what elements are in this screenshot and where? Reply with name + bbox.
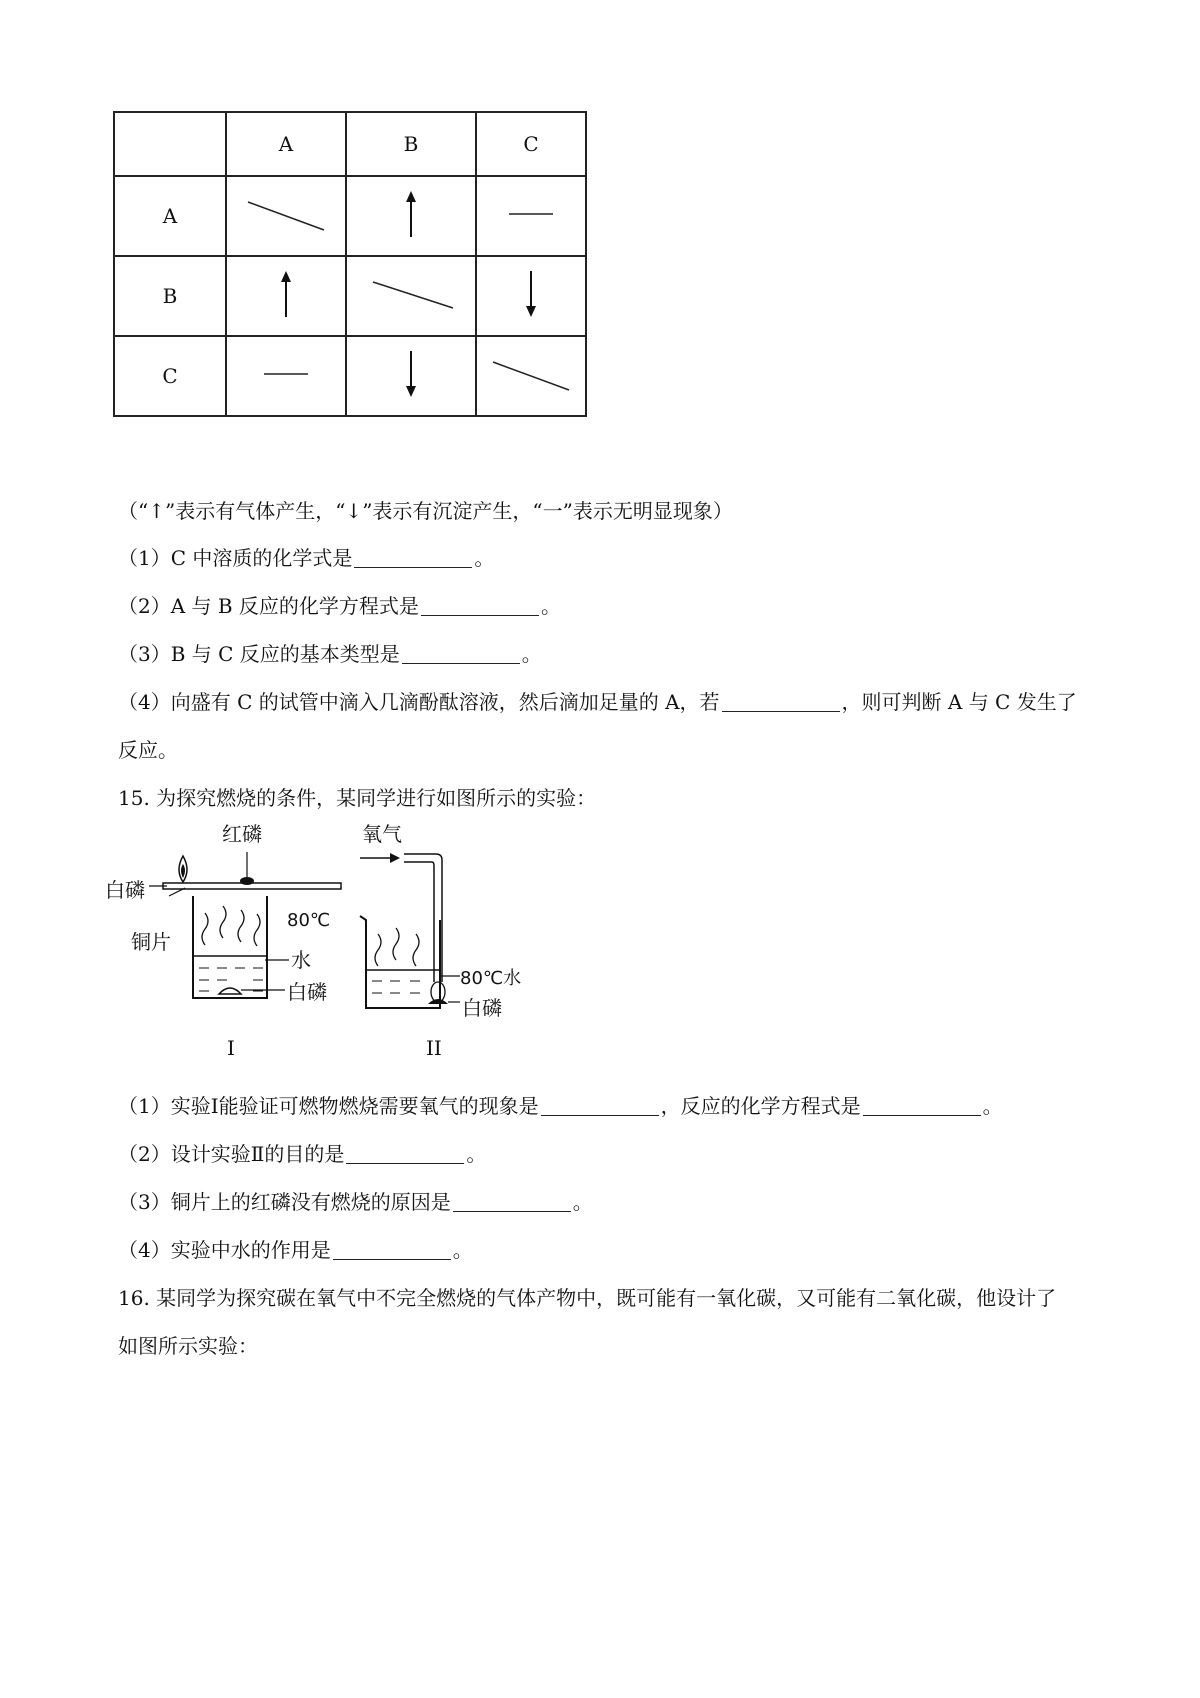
cell-b-a (226, 256, 346, 336)
cell-a-c (476, 176, 586, 256)
label-white-phosphorus: 白磷 (462, 996, 502, 1020)
q15-part4: （4）实验中水的作用是 。 (118, 1238, 473, 1262)
q15-part3: （3）铜片上的红磷没有燃烧的原因是 。 (118, 1190, 593, 1214)
answer-blank[interactable] (453, 1191, 571, 1212)
label-temperature: 80℃ (287, 910, 331, 931)
q15-part2: （2）设计实验Ⅱ的目的是 。 (118, 1142, 487, 1166)
answer-blank[interactable] (722, 691, 840, 712)
label-water-80c: 80℃水 (460, 968, 522, 989)
answer-blank[interactable] (346, 1143, 464, 1164)
precipitate-down-arrow-icon (396, 349, 426, 399)
answer-blank[interactable] (333, 1239, 451, 1260)
answer-blank[interactable] (863, 1095, 981, 1116)
cell-c-c (476, 336, 586, 416)
q15-title: 15. 为探究燃烧的条件，某同学进行如图所示的实验： (118, 786, 597, 810)
q14-part4: （4）向盛有 C 的试管中滴入几滴酚酞溶液，然后滴加足量的 A，若 ，则可判断 A 与 C 发生了 (118, 690, 1077, 714)
row-header-b: B (114, 256, 226, 336)
q15-part1: （1）实验Ⅰ能验证可燃物燃烧需要氧气的现象是 ，反应的化学方程式是 。 (118, 1094, 1003, 1118)
label-water: 水 (291, 948, 311, 972)
no-phenomenon-dash-icon (501, 204, 561, 224)
no-reaction-diagonal-icon (361, 274, 461, 314)
cell-a-b (346, 176, 476, 256)
row-header-a: A (114, 176, 226, 256)
col-header-c: C (476, 112, 586, 176)
beaker-with-oxygen-tube-diagram (358, 818, 558, 1018)
answer-blank[interactable] (402, 643, 520, 664)
table-corner-cell (114, 112, 226, 176)
label-white-phosphorus-water: 白磷 (287, 980, 327, 1004)
figure-2-caption: II (426, 1036, 442, 1060)
cell-b-b (346, 256, 476, 336)
no-reaction-diagonal-icon (481, 354, 581, 394)
q14-part3: （3）B 与 C 反应的基本类型是 。 (118, 642, 542, 666)
experiment-figure-2 (358, 818, 558, 1068)
label-oxygen: 氧气 (362, 822, 402, 846)
q16-text-line1: 16. 某同学为探究碳在氧气中不完全燃烧的气体产物中，既可能有一氧化碳，又可能有二氧化碳，他设计了 (118, 1286, 1057, 1310)
col-header-b: B (346, 112, 476, 176)
q14-part4-cont: 反应。 (118, 738, 178, 762)
experiment-figure-1 (105, 818, 365, 1068)
cell-c-b (346, 336, 476, 416)
label-white-phosphorus-top: 白磷 (105, 878, 145, 902)
answer-blank[interactable] (541, 1095, 659, 1116)
answer-blank[interactable] (354, 547, 472, 568)
label-red-phosphorus: 红磷 (222, 822, 262, 846)
q14-part1: （1）C 中溶质的化学式是 。 (118, 546, 495, 570)
cell-b-c (476, 256, 586, 336)
cell-c-a (226, 336, 346, 416)
q16-text-line2: 如图所示实验： (118, 1334, 258, 1358)
gas-up-arrow-icon (271, 269, 301, 319)
gas-up-arrow-icon (396, 189, 426, 239)
no-reaction-diagonal-icon (236, 194, 336, 234)
answer-blank[interactable] (421, 595, 539, 616)
label-copper-sheet: 铜片 (131, 930, 171, 954)
reaction-table (113, 111, 587, 417)
figure-1-caption: I (227, 1036, 235, 1060)
q14-part2: （2）A 与 B 反应的化学方程式是 。 (118, 594, 561, 618)
precipitate-down-arrow-icon (516, 269, 546, 319)
table-legend: （“↑”表示有气体产生，“↓”表示有沉淀产生，“一”表示无明显现象） (118, 499, 733, 523)
no-phenomenon-dash-icon (256, 364, 316, 384)
cell-a-a (226, 176, 346, 256)
col-header-a: A (226, 112, 346, 176)
row-header-c: C (114, 336, 226, 416)
